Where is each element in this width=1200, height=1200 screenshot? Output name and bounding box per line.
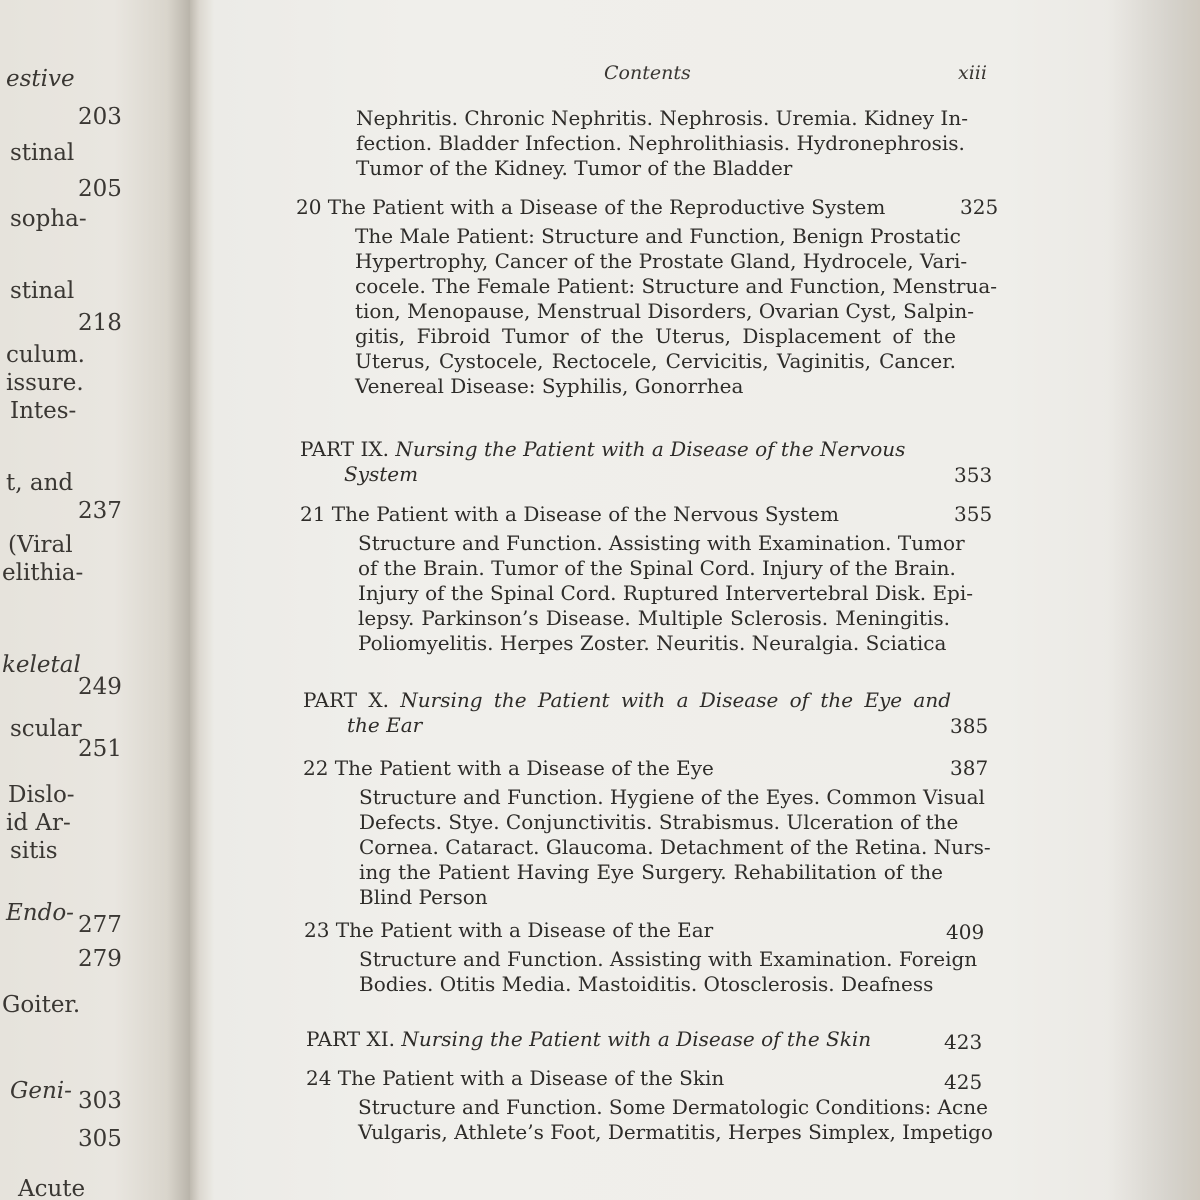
part-label: PART IX. bbox=[300, 437, 389, 461]
toc-desc-line: lepsy. Parkinson’s Disease. Multiple Sclerosis. Meningitis. bbox=[358, 606, 950, 630]
chapter-heading: 20 The Patient with a Disease of the Reproductive System bbox=[296, 195, 886, 219]
left-page-text-fragment: stinal bbox=[10, 140, 75, 166]
left-page-number: 305 bbox=[78, 1126, 122, 1152]
toc-chapter-21 bbox=[300, 502, 973, 656]
part-title-cont: the Ear bbox=[347, 713, 423, 737]
left-page-text-fragment: Dislo- bbox=[8, 782, 75, 808]
running-head: Contents bbox=[604, 62, 691, 84]
toc-entry-continuation bbox=[356, 106, 968, 181]
chapter-heading: 24 The Patient with a Disease of the Skin bbox=[306, 1066, 725, 1090]
left-page-text-fragment: sopha- bbox=[10, 206, 87, 232]
toc-part-11 bbox=[306, 1027, 906, 1052]
toc-part-10 bbox=[303, 688, 951, 738]
part-title-cont: System bbox=[344, 462, 419, 486]
left-page-text-fragment: Endo- bbox=[6, 900, 74, 926]
left-page-number: 249 bbox=[78, 674, 122, 700]
left-page-text-fragment: Intes- bbox=[10, 398, 77, 424]
chapter-heading: 21 The Patient with a Disease of the Nervous System bbox=[300, 502, 839, 526]
book-gutter bbox=[190, 0, 214, 1200]
toc-desc-line: Tumor of the Kidney. Tumor of the Bladder bbox=[356, 156, 793, 180]
toc-desc-line: Uterus, Cystocele, Rectocele, Cervicitis, Vaginitis, Cancer. bbox=[355, 349, 956, 373]
toc-desc-line: Structure and Function. Some Dermatologic Conditions: Acne bbox=[358, 1095, 988, 1119]
left-page-number: 303 bbox=[78, 1088, 122, 1114]
left-page-text-fragment: t, and bbox=[6, 470, 74, 496]
chapter-page-number: 387 bbox=[950, 756, 989, 780]
toc-desc-line: ing the Patient Having Eye Surgery. Rehabilitation of the bbox=[359, 860, 943, 884]
part-title: Nursing the Patient with a Disease of the Eye and bbox=[400, 688, 951, 712]
right-page bbox=[214, 0, 1200, 1200]
part-label: PART X. bbox=[303, 688, 389, 712]
left-page-text-fragment: estive bbox=[6, 66, 75, 92]
left-page-number: 218 bbox=[78, 310, 122, 336]
left-page-text-fragment: Geni- bbox=[10, 1078, 72, 1104]
part-title: Nursing the Patient with a Disease of the Nervous bbox=[395, 437, 906, 461]
left-page-number: 203 bbox=[78, 104, 122, 130]
toc-desc-line: Bodies. Otitis Media. Mastoiditis. Otosclerosis. Deafness bbox=[359, 972, 934, 996]
toc-desc-line: Injury of the Spinal Cord. Ruptured Intervertebral Disk. Epi- bbox=[358, 581, 973, 605]
toc-desc-line: Cornea. Cataract. Glaucoma. Detachment of the Retina. Nurs- bbox=[359, 835, 991, 859]
toc-part-9 bbox=[300, 437, 946, 487]
part-page-number: 385 bbox=[950, 714, 989, 738]
toc-desc-line: tion, Menopause, Menstrual Disorders, Ovarian Cyst, Salpin- bbox=[355, 299, 975, 323]
part-page-number: 423 bbox=[944, 1030, 983, 1054]
chapter-page-number: 355 bbox=[954, 502, 993, 526]
left-page-number: 279 bbox=[78, 946, 122, 972]
left-page-text-fragment: issure. bbox=[6, 370, 84, 396]
left-page-number: 237 bbox=[78, 498, 122, 524]
left-page-text-fragment: culum. bbox=[6, 342, 85, 368]
chapter-heading: 22 The Patient with a Disease of the Eye bbox=[303, 756, 714, 780]
page-folio: xiii bbox=[958, 62, 987, 84]
chapter-page-number: 409 bbox=[946, 920, 985, 944]
left-page bbox=[0, 0, 190, 1200]
left-page-text-fragment: Goiter. bbox=[2, 992, 81, 1018]
toc-desc-line: Venereal Disease: Syphilis, Gonorrhea bbox=[355, 374, 744, 398]
toc-desc-line: Hypertrophy, Cancer of the Prostate Gland, Hydrocele, Vari- bbox=[355, 249, 968, 273]
left-page-text-fragment: stinal bbox=[10, 278, 75, 304]
toc-desc-line: Blind Person bbox=[359, 885, 488, 909]
toc-desc-line: gitis, Fibroid Tumor of the Uterus, Displacement of the bbox=[355, 324, 956, 348]
part-title: Nursing the Patient with a Disease of the Skin bbox=[401, 1027, 872, 1051]
part-label: PART XI. bbox=[306, 1027, 395, 1051]
toc-desc-line: of the Brain. Tumor of the Spinal Cord. Injury of the Brain. bbox=[358, 556, 956, 580]
left-page-text-fragment: elithia- bbox=[2, 560, 84, 586]
toc-desc-line: Structure and Function. Assisting with Examination. Foreign bbox=[359, 947, 978, 971]
left-page-text-fragment: id Ar- bbox=[6, 810, 71, 836]
left-page-number: 205 bbox=[78, 176, 122, 202]
page-edge-shadow bbox=[1108, 0, 1200, 1200]
toc-desc-line: cocele. The Female Patient: Structure and Function, Menstrua- bbox=[355, 274, 998, 298]
toc-desc-line: Structure and Function. Assisting with Examination. Tumor bbox=[358, 531, 965, 555]
left-page-text-fragment: Acute bbox=[18, 1176, 86, 1200]
chapter-page-number: 425 bbox=[944, 1070, 983, 1094]
toc-desc-line: The Male Patient: Structure and Function, Benign Prostatic bbox=[355, 224, 961, 248]
toc-desc-line: fection. Bladder Infection. Nephrolithiasis. Hydronephrosis. bbox=[356, 131, 965, 155]
left-page-text-fragment: (Viral bbox=[8, 532, 73, 558]
left-page-text-fragment: keletal bbox=[2, 652, 81, 678]
chapter-page-number: 325 bbox=[960, 195, 999, 219]
left-page-number: 251 bbox=[78, 736, 122, 762]
left-page-text-fragment: sitis bbox=[10, 838, 58, 864]
left-page-number: 277 bbox=[78, 912, 122, 938]
left-page-text-fragment: scular bbox=[10, 716, 82, 742]
chapter-heading: 23 The Patient with a Disease of the Ear bbox=[304, 918, 714, 942]
toc-desc-line: Vulgaris, Athlete’s Foot, Dermatitis, Herpes Simplex, Impetigo bbox=[358, 1120, 993, 1144]
toc-desc-line: Poliomyelitis. Herpes Zoster. Neuritis. Neuralgia. Sciatica bbox=[358, 631, 947, 655]
toc-desc-line: Structure and Function. Hygiene of the Eyes. Common Visual bbox=[359, 785, 985, 809]
part-page-number: 353 bbox=[954, 463, 993, 487]
toc-desc-line: Nephritis. Chronic Nephritis. Nephrosis. Uremia. Kidney In- bbox=[356, 106, 968, 130]
toc-desc-line: Defects. Stye. Conjunctivitis. Strabismus. Ulceration of the bbox=[359, 810, 959, 834]
